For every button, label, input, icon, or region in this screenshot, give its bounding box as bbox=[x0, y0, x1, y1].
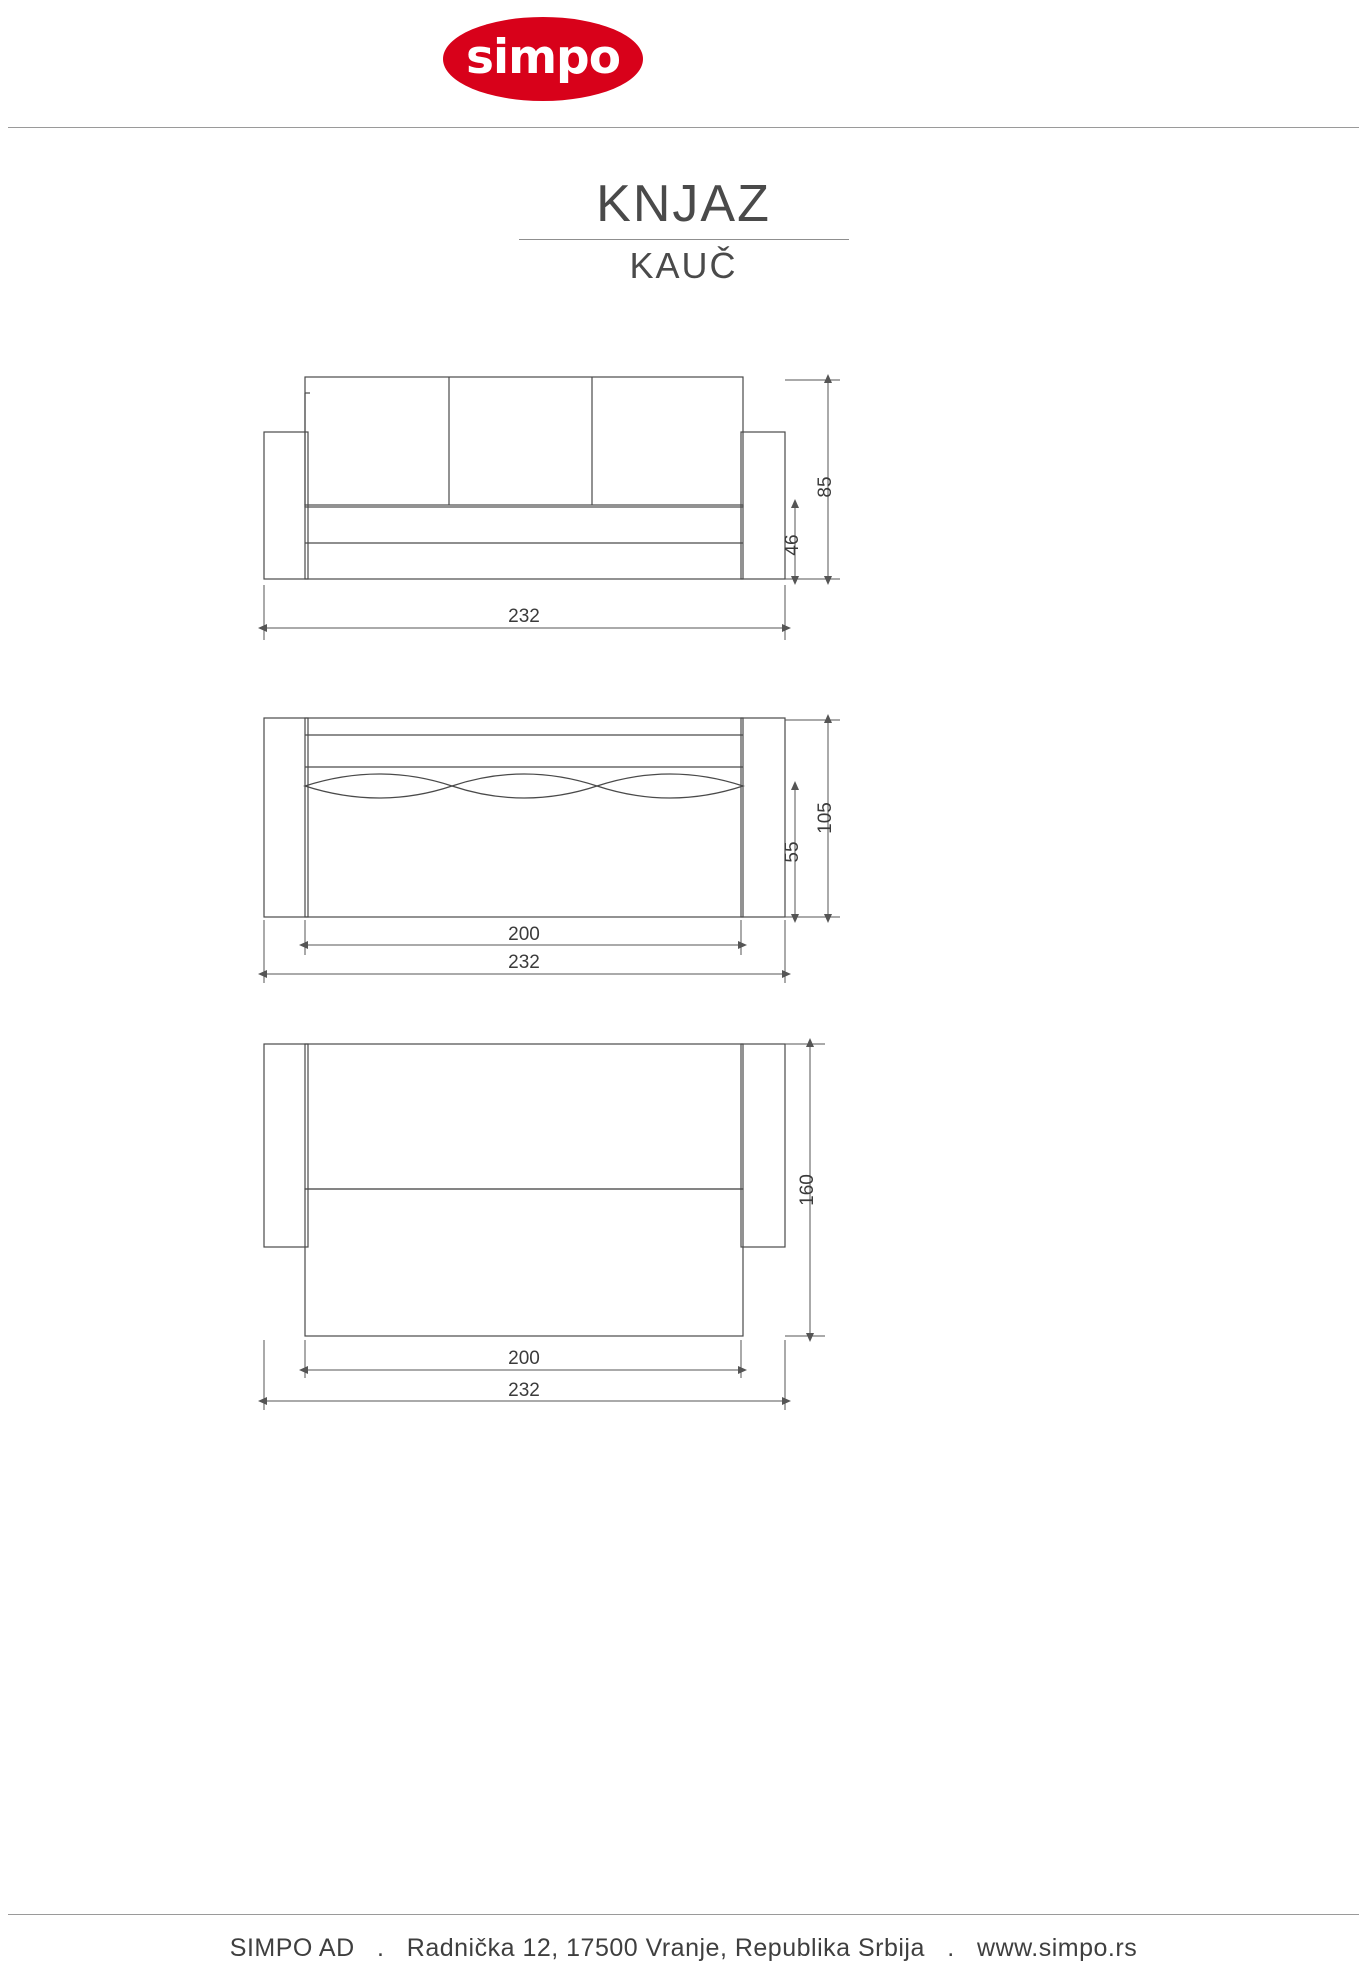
dim-top-width-232: 232 bbox=[508, 1380, 540, 1401]
footer-address: Radnička 12, 17500 Vranje, Republika Srbija bbox=[406, 1934, 925, 1962]
footer-separator-1: . bbox=[354, 1934, 407, 1962]
title-block bbox=[0, 175, 1367, 286]
top-view-geometry bbox=[264, 1044, 785, 1336]
page-header bbox=[0, 0, 1367, 128]
footer-website: www.simpo.rs bbox=[977, 1934, 1138, 1962]
footer-divider bbox=[8, 1914, 1359, 1915]
footer-separator-2: . bbox=[924, 1934, 978, 1962]
back-view-dimensions bbox=[264, 720, 840, 983]
page-footer bbox=[0, 1934, 1367, 1963]
dim-back-height-55: 55 bbox=[782, 841, 803, 863]
dim-front-height-85: 85 bbox=[815, 476, 836, 498]
dim-back-width-200: 200 bbox=[508, 924, 540, 945]
front-view-dimensions bbox=[264, 380, 840, 640]
dim-back-height-105: 105 bbox=[815, 802, 836, 834]
page-title: KNJAZ bbox=[596, 175, 771, 233]
page-subtitle: KAUČ bbox=[629, 245, 738, 286]
simpo-logo bbox=[443, 17, 643, 101]
front-view-geometry bbox=[264, 377, 785, 579]
logo-text: simpo bbox=[466, 29, 620, 85]
dim-front-width-232: 232 bbox=[508, 606, 540, 627]
dim-back-width-232: 232 bbox=[508, 952, 540, 973]
dim-top-width-200: 200 bbox=[508, 1348, 540, 1369]
footer-company: SIMPO AD bbox=[229, 1934, 355, 1962]
back-view-geometry bbox=[264, 718, 785, 917]
header-divider bbox=[8, 127, 1359, 128]
top-view-dimensions bbox=[264, 1044, 825, 1410]
dim-top-depth-160: 160 bbox=[797, 1174, 818, 1206]
title-divider bbox=[519, 239, 849, 240]
dim-front-seat-46: 46 bbox=[782, 534, 803, 556]
